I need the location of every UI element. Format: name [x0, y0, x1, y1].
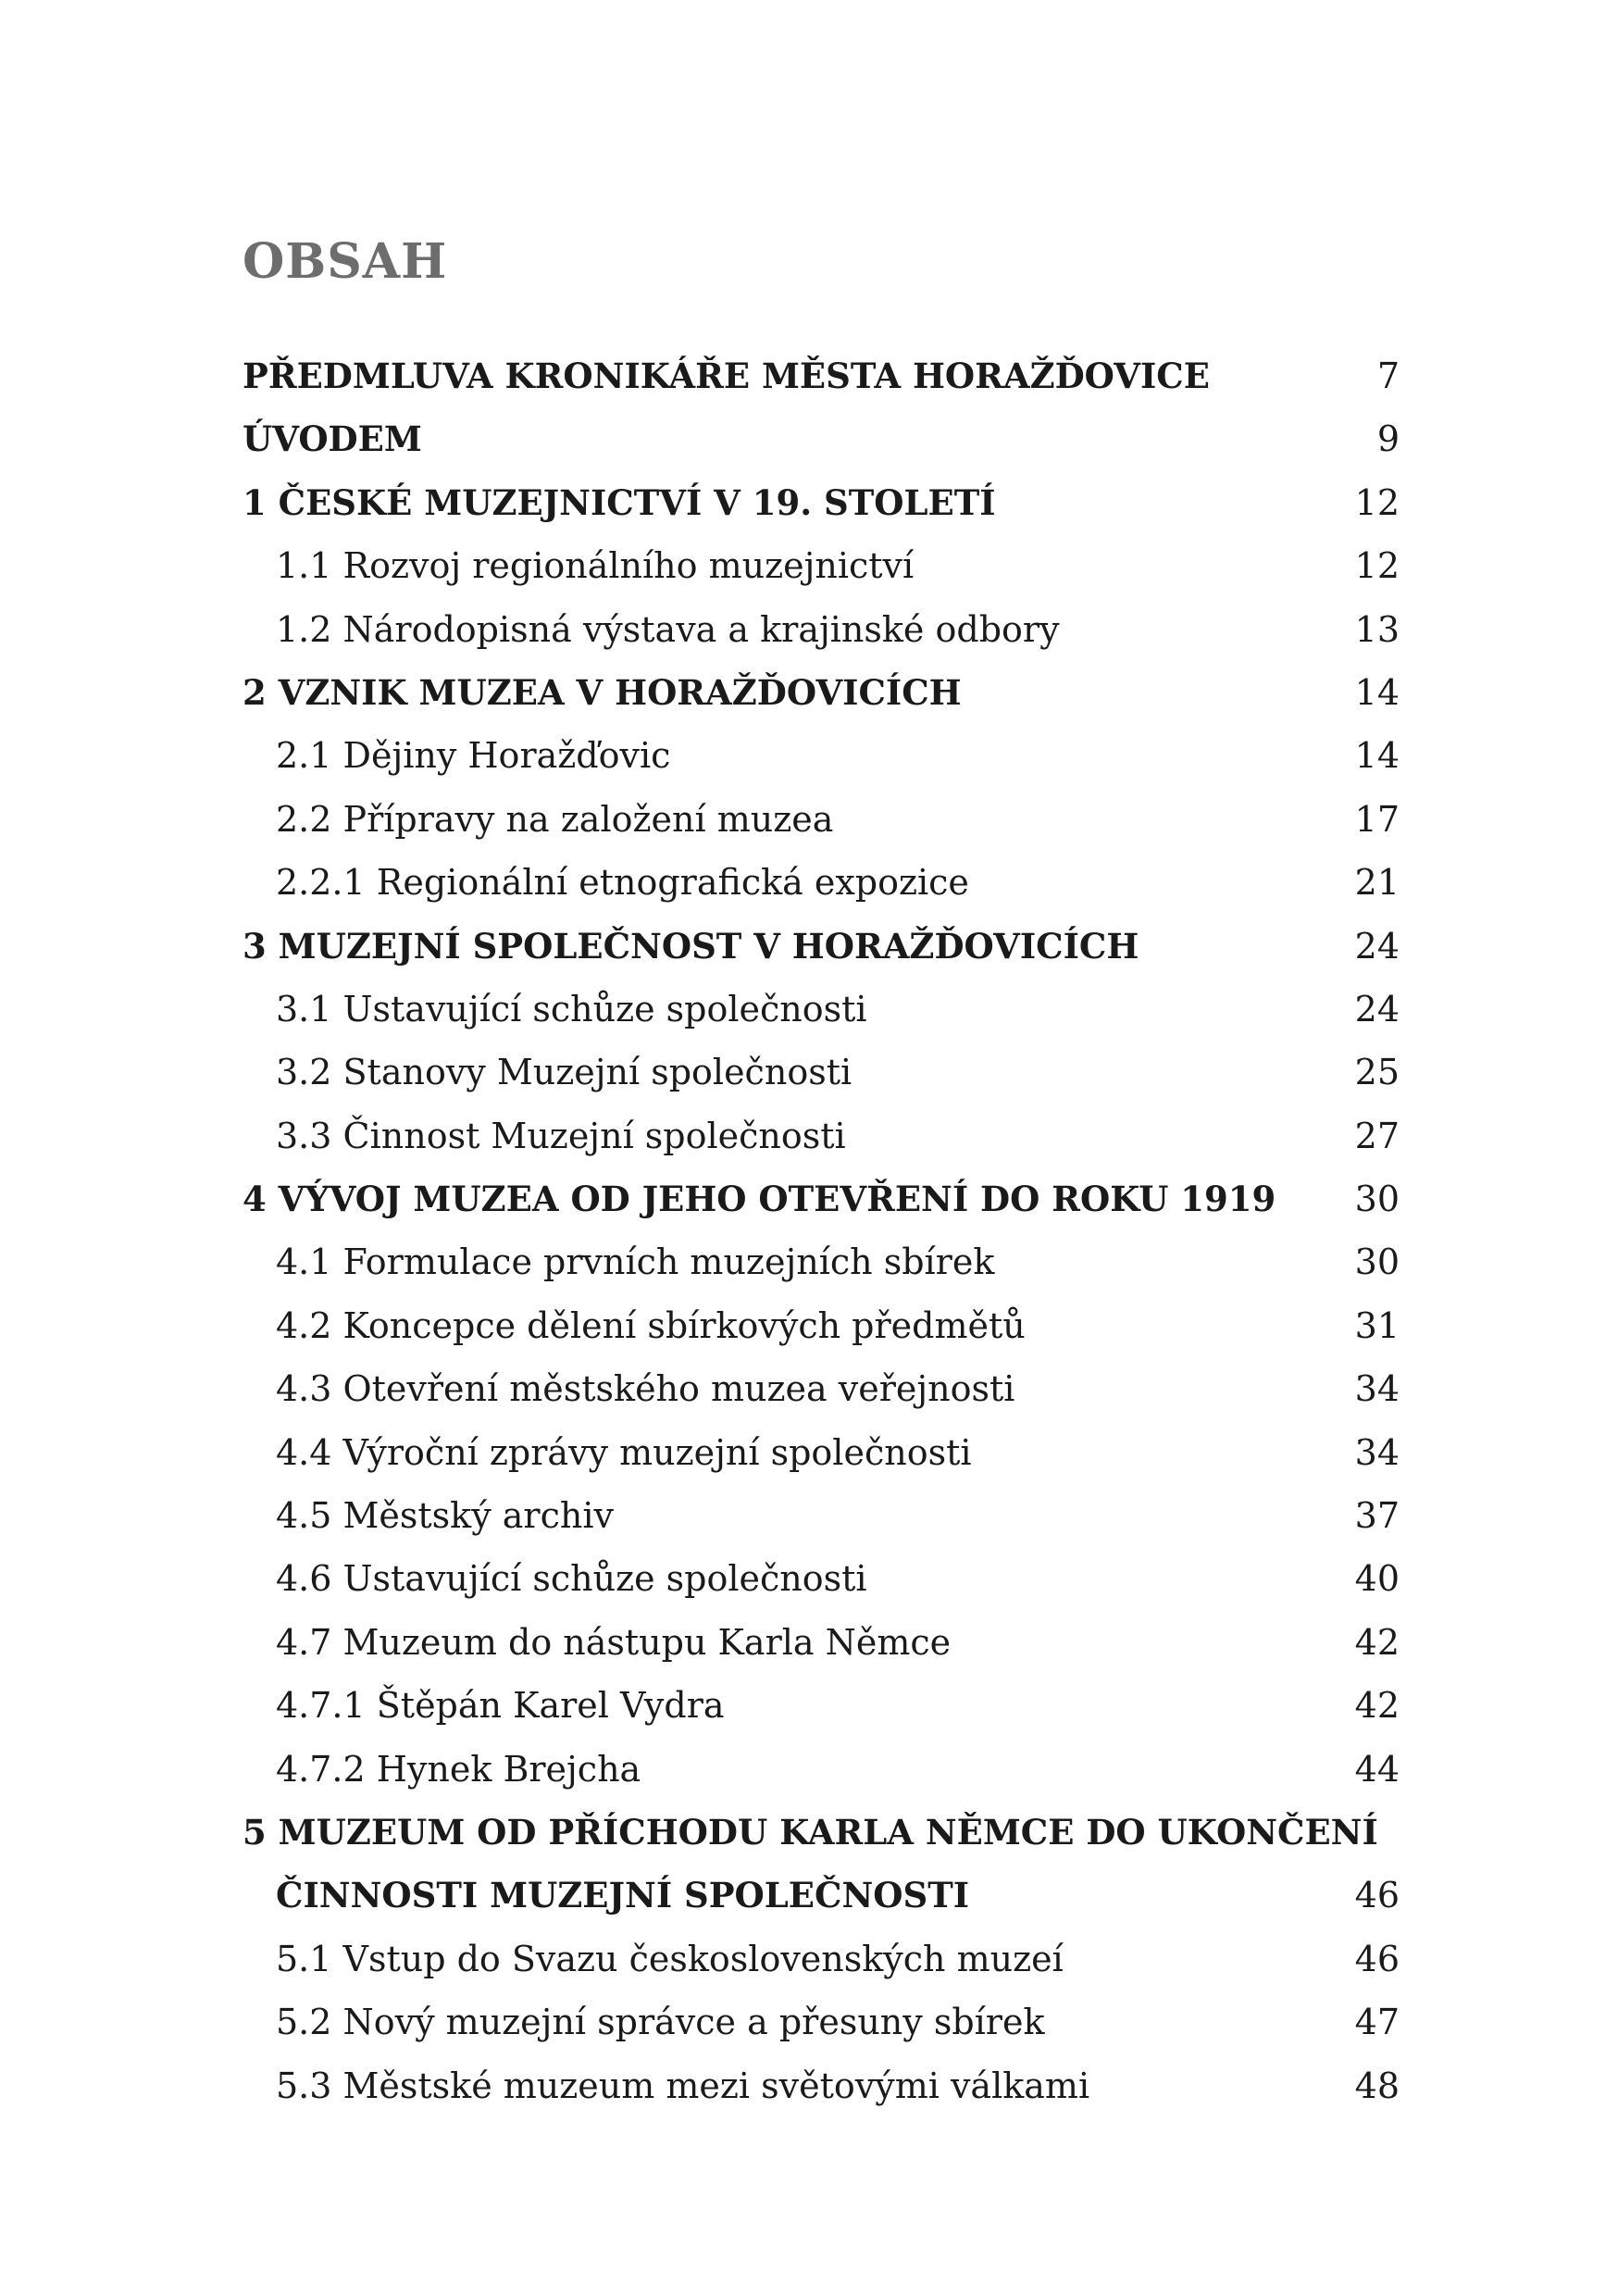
- toc-entry[interactable]: [243, 344, 1400, 407]
- toc-entry-page-number: 37: [1354, 1495, 1400, 1537]
- toc-entry-page-number: 14: [1354, 735, 1400, 777]
- toc-entry-page-number: 17: [1354, 798, 1400, 840]
- toc-entry[interactable]: [243, 471, 1400, 534]
- toc-entry-title: 4.7.2 Hynek Brejcha: [276, 1748, 641, 1790]
- toc-entry-page-number: 21: [1354, 862, 1400, 904]
- toc-entry-title: 5 MUZEUM OD PŘÍCHODU KARLA NĚMCE DO UKONČENÍ: [243, 1811, 1378, 1853]
- toc-entry-page-number: 34: [1354, 1368, 1400, 1410]
- toc-entry-title: 4.4 Výroční zprávy muzejní společnosti: [276, 1431, 972, 1473]
- toc-entry[interactable]: [243, 1294, 1400, 1357]
- toc-entry-page-number: 13: [1354, 608, 1400, 650]
- toc-entry[interactable]: [243, 1230, 1400, 1293]
- toc-entry-page-number: 40: [1354, 1558, 1400, 1600]
- toc-entry[interactable]: [243, 1801, 1400, 1864]
- toc-entry-title: ČINNOSTI MUZEJNÍ SPOLEČNOSTI: [276, 1875, 970, 1916]
- toc-entry[interactable]: [243, 1484, 1400, 1547]
- toc-entry[interactable]: [243, 978, 1400, 1041]
- toc-entry-page-number: 34: [1354, 1431, 1400, 1473]
- toc-entry-title: 4.1 Formulace prvních muzejních sbírek: [276, 1242, 995, 1283]
- toc-entry-title: 1.2 Národopisná výstava a krajinské odbory: [276, 608, 1060, 650]
- toc-entry[interactable]: [243, 1990, 1400, 2053]
- toc-entry-page-number: 31: [1354, 1304, 1400, 1346]
- toc-entry[interactable]: [243, 1674, 1400, 1737]
- toc-entry-title: ÚVODEM: [243, 418, 422, 460]
- toc-entry-page-number: 25: [1354, 1052, 1400, 1093]
- toc-entry-title: 4.6 Ustavující schůze společnosti: [276, 1558, 867, 1600]
- toc-entry[interactable]: [243, 788, 1400, 851]
- toc-entry-page-number: 24: [1354, 988, 1400, 1029]
- toc-entry-page-number: 44: [1354, 1748, 1400, 1790]
- toc-entry[interactable]: [243, 1041, 1400, 1104]
- toc-entry-title: 2.1 Dějiny Horažďovic: [276, 735, 671, 777]
- toc-entry[interactable]: [243, 1421, 1400, 1484]
- toc-entry-title: 3.2 Stanovy Muzejní společnosti: [276, 1052, 853, 1093]
- toc-entry-title: 4.7 Muzeum do nástupu Karla Němce: [276, 1621, 952, 1663]
- toc-entry-title: 3.1 Ustavující schůze společnosti: [276, 988, 867, 1029]
- toc-entry-page-number: 42: [1354, 1621, 1400, 1663]
- toc-entry[interactable]: [243, 724, 1400, 787]
- toc-entry-page-number: 27: [1354, 1115, 1400, 1156]
- toc-entry-page-number: 9: [1376, 418, 1400, 460]
- toc-entry[interactable]: [243, 1611, 1400, 1674]
- toc-entry[interactable]: [243, 407, 1400, 470]
- toc-entry-page-number: 7: [1376, 356, 1400, 396]
- toc-entry-title: 4.7.1 Štěpán Karel Vydra: [276, 1685, 725, 1727]
- toc-entry[interactable]: [243, 2054, 1400, 2117]
- toc-entry-title: 4.5 Městský archiv: [276, 1495, 614, 1537]
- toc-entry-page-number: 46: [1354, 1875, 1400, 1916]
- toc-entry-title: 4.3 Otevření městského muzea veřejnosti: [276, 1368, 1015, 1410]
- toc-entry-page-number: 30: [1354, 1179, 1400, 1220]
- toc-entry[interactable]: [243, 1864, 1400, 1927]
- page-title: OBSAH: [243, 232, 448, 290]
- toc-entry[interactable]: [243, 851, 1400, 914]
- toc-entry[interactable]: [243, 1547, 1400, 1610]
- toc-entry-title: 5.2 Nový muzejní správce a přesuny sbírek: [276, 2002, 1045, 2043]
- toc-entry-page-number: 14: [1354, 671, 1400, 713]
- toc-entry-title: 1.1 Rozvoj regionálního muzejnictví: [276, 545, 915, 587]
- toc-entry-page-number: 12: [1354, 545, 1400, 587]
- toc-entry[interactable]: [243, 915, 1400, 978]
- toc-entry-title: PŘEDMLUVA KRONIKÁŘE MĚSTA HORAŽĎOVICE: [243, 356, 1210, 396]
- toc-entry-page-number: 12: [1354, 481, 1400, 523]
- toc-entry-title: 3 MUZEJNÍ SPOLEČNOST V HORAŽĎOVICÍCH: [243, 925, 1139, 967]
- toc-entry[interactable]: [243, 1738, 1400, 1801]
- toc-entry[interactable]: [243, 1104, 1400, 1167]
- toc-entry[interactable]: [243, 1167, 1400, 1230]
- toc-entry-title: 4 VÝVOJ MUZEA OD JEHO OTEVŘENÍ DO ROKU 1919: [243, 1179, 1276, 1220]
- toc-entry-page-number: 48: [1354, 2065, 1400, 2106]
- toc-entry[interactable]: [243, 534, 1400, 597]
- toc-entry-page-number: 30: [1354, 1242, 1400, 1283]
- toc-entry-page-number: 24: [1354, 925, 1400, 967]
- toc-entry-page-number: 47: [1354, 2002, 1400, 2043]
- toc-entry-title: 2 VZNIK MUZEA V HORAŽĎOVICÍCH: [243, 671, 962, 713]
- toc-entry-title: 3.3 Činnost Muzejní společnosti: [276, 1115, 846, 1156]
- toc-entry[interactable]: [243, 598, 1400, 661]
- toc-entry-title: 5.3 Městské muzeum mezi světovými válkami: [276, 2065, 1090, 2106]
- toc-entry-title: 4.2 Koncepce dělení sbírkových předmětů: [276, 1304, 1026, 1346]
- toc-entry[interactable]: [243, 661, 1400, 724]
- table-of-contents: [243, 344, 1400, 2117]
- toc-entry[interactable]: [243, 1357, 1400, 1420]
- toc-entry-title: 2.2.1 Regionální etnografická expozice: [276, 862, 969, 904]
- toc-entry-title: 2.2 Přípravy na založení muzea: [276, 798, 834, 840]
- toc-entry-title: 5.1 Vstup do Svazu československých muzeí: [276, 1938, 1064, 1979]
- toc-entry-page-number: 42: [1354, 1685, 1400, 1727]
- toc-entry-page-number: 46: [1354, 1938, 1400, 1979]
- toc-entry-title: 1 ČESKÉ MUZEJNICTVÍ V 19. STOLETÍ: [243, 481, 996, 523]
- toc-entry[interactable]: [243, 1928, 1400, 1990]
